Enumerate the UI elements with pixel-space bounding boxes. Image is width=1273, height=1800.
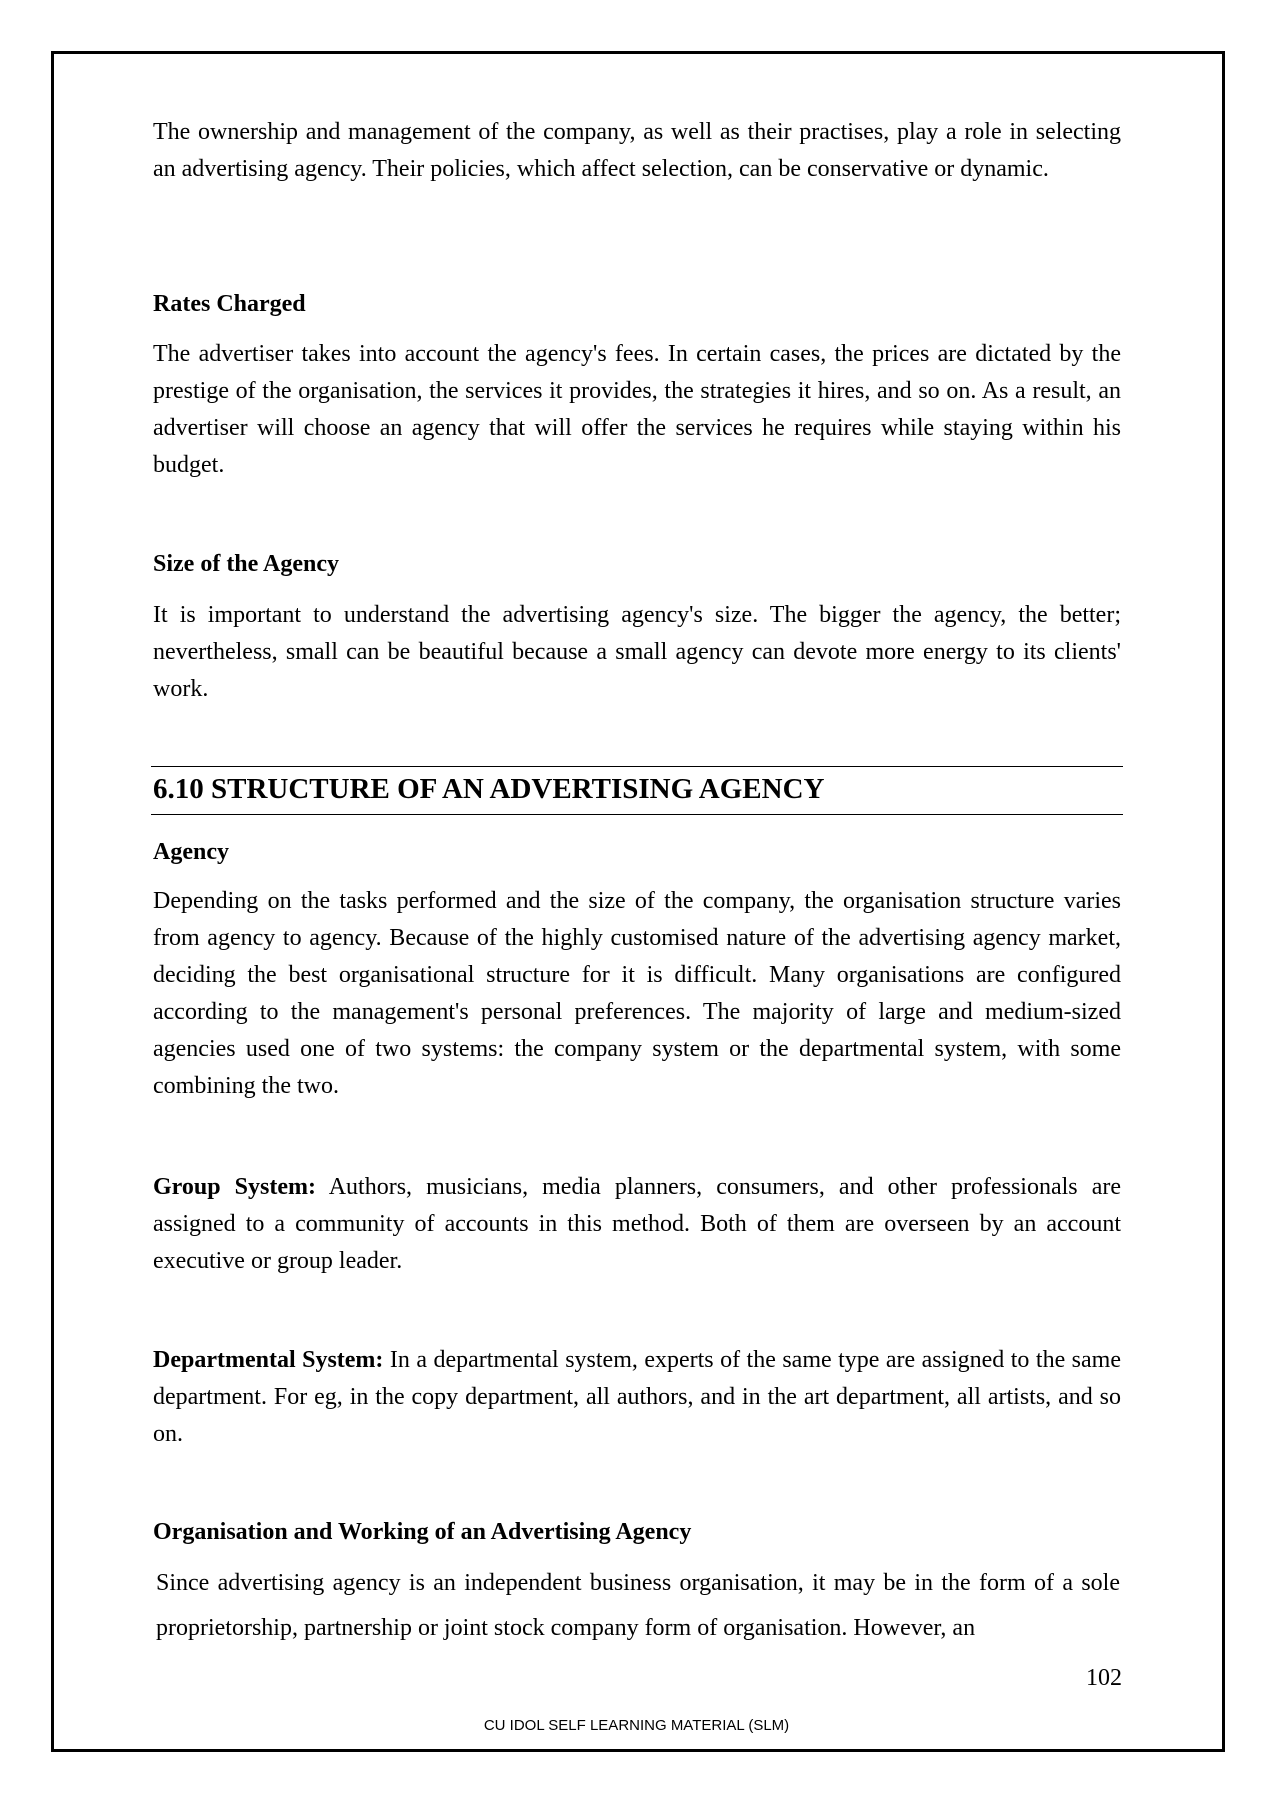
heading-rates-charged: Rates Charged [153, 291, 306, 317]
paragraph-organisation-working: Since advertising agency is an independent business organisation, it may be in the form of a sole proprietorship, partnership or joint stock company form of organisation. However, an [156, 1570, 1120, 1641]
heading-size-of-agency: Size of the Agency [153, 551, 339, 577]
departmental-system-text: In a departmental system, experts of the same type are assigned to the same department. For eg, in the copy department, all authors, and in the art department, all artists, and so on. [153, 1347, 1121, 1447]
paragraph-agency: Depending on the tasks performed and the size of the company, the organisation structure varies from agency to agency. Because of the highly customised nature of the advertising agency market, deciding the best organisational structure for it is difficult. Many organisations are configured according to the management's personal preferences. The majority of large and medium-sized agencies used one of two systems: the company system or the departmental system, with some combining the two. [153, 888, 1121, 1099]
heading-organisation-working: Organisation and Working of an Advertising Agency [153, 1519, 692, 1545]
paragraph-size-of-agency: It is important to understand the advertising agency's size. The bigger the agency, the better; nevertheless, small can be beautiful because a small agency can devote more energy to its clients' work. [153, 602, 1121, 702]
departmental-system-label: Departmental System: [153, 1347, 384, 1373]
heading-agency: Agency [153, 839, 229, 865]
paragraph-departmental-system [153, 1342, 1121, 1453]
chapter-heading-bottom-rule [151, 814, 1123, 815]
page-number: 102 [1086, 1665, 1122, 1691]
paragraph-rates-charged: The advertiser takes into account the agency's fees. In certain cases, the prices are dictated by the prestige of the organisation, the services it provides, the strategies it hires, and so on. As a result, an advertiser will choose an agency that will offer the services he requires while staying within his budget. [153, 341, 1121, 478]
footer-text: CU IDOL SELF LEARNING MATERIAL (SLM) [483, 1717, 790, 1734]
paragraph-group-system [153, 1169, 1121, 1280]
group-system-text: Authors, musicians, media planners, consumers, and other professionals are assigned to a community of accounts in this method. Both of them are overseen by an account executive or group leader. [153, 1174, 1121, 1274]
group-system-label: Group System: [153, 1174, 316, 1200]
intro-paragraph: The ownership and management of the company, as well as their practises, play a role in selecting an advertising agency. Their policies, which affect selection, can be conservative or dynamic. [153, 119, 1121, 182]
chapter-heading-top-rule [151, 766, 1123, 767]
chapter-heading: 6.10 STRUCTURE OF AN ADVERTISING AGENCY [153, 773, 825, 805]
